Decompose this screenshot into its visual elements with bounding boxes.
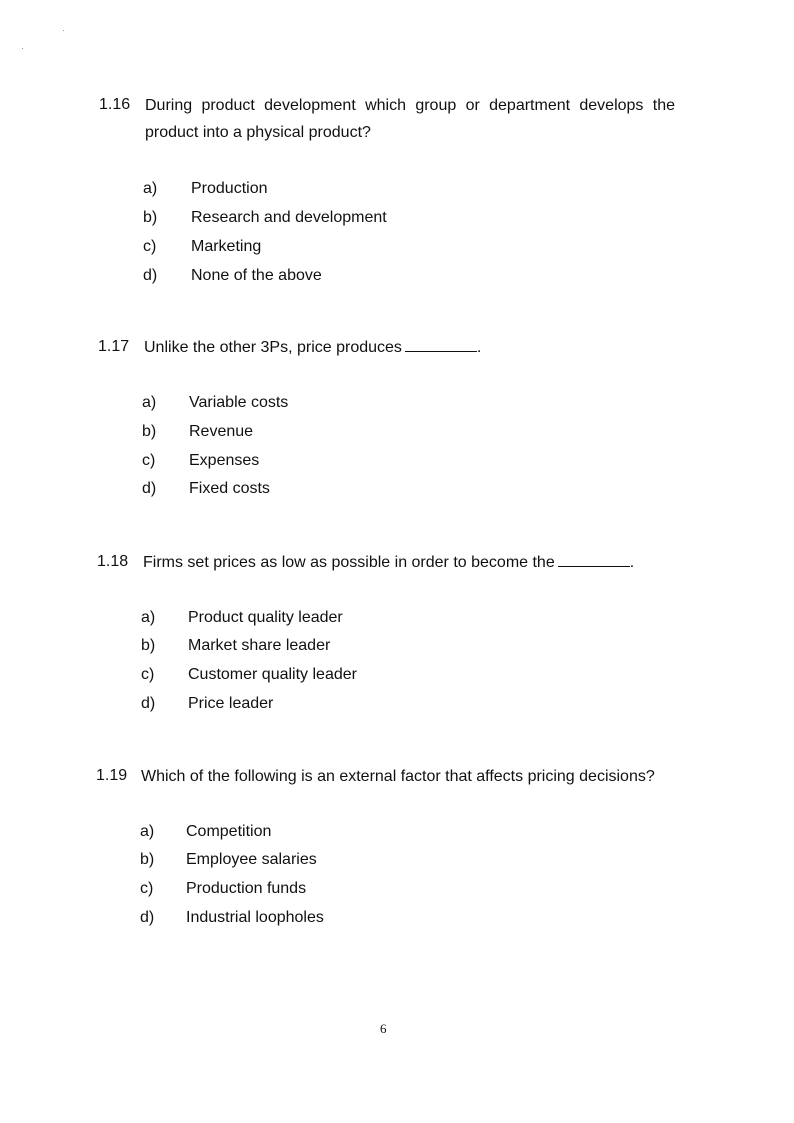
- option-d: [0, 695, 500, 715]
- option-text: Employee salaries: [186, 851, 317, 868]
- option-letter: d): [140, 909, 155, 926]
- option-letter: a): [143, 180, 158, 197]
- answer-blank: [405, 337, 477, 352]
- option-c: [0, 880, 500, 900]
- question-number: 1.17: [98, 338, 130, 355]
- option-a: [0, 609, 500, 629]
- option-letter: a): [142, 394, 157, 411]
- option-text: Price leader: [188, 695, 274, 712]
- option-b: [0, 851, 500, 871]
- option-letter: d): [142, 480, 157, 497]
- option-text: Research and development: [191, 209, 387, 226]
- question-number: 1.16: [99, 96, 131, 113]
- option-text: Customer quality leader: [188, 666, 357, 683]
- option-text: Market share leader: [188, 637, 331, 654]
- option-letter: a): [141, 609, 156, 626]
- option-text: Fixed costs: [189, 480, 270, 497]
- option-c: [0, 238, 500, 258]
- question-text: Which of the following is an external factor that affects pricing decisions?: [141, 768, 655, 785]
- option-d: [0, 267, 500, 287]
- option-d: [0, 909, 500, 929]
- option-letter: b): [142, 423, 157, 440]
- option-letter: a): [140, 823, 155, 840]
- option-c: [0, 666, 500, 686]
- option-c: [0, 452, 500, 472]
- option-b: [0, 637, 500, 657]
- option-letter: c): [141, 666, 155, 683]
- option-text: Industrial loopholes: [186, 909, 324, 926]
- option-text: Revenue: [189, 423, 254, 440]
- option-letter: c): [140, 880, 154, 897]
- question-text: During product development which group or department develops the product into a physical product?: [145, 97, 675, 141]
- option-letter: b): [140, 851, 155, 868]
- option-a: [0, 394, 500, 414]
- option-a: [0, 823, 500, 843]
- question-number: 1.18: [97, 553, 129, 570]
- option-b: [0, 209, 500, 229]
- option-letter: c): [143, 238, 157, 255]
- option-text: Product quality leader: [188, 609, 343, 626]
- question-text: Unlike the other 3Ps, price produces: [144, 339, 402, 356]
- option-a: [0, 180, 500, 200]
- option-text: Production funds: [186, 880, 307, 897]
- page-number: 6: [380, 1021, 387, 1036]
- question-number: 1.19: [96, 767, 128, 784]
- answer-blank: [558, 552, 630, 567]
- option-text: Marketing: [191, 238, 262, 255]
- option-letter: b): [141, 637, 156, 654]
- option-b: [0, 423, 500, 443]
- option-text: None of the above: [191, 267, 322, 284]
- option-d: [0, 480, 500, 500]
- option-letter: d): [143, 267, 158, 284]
- option-letter: b): [143, 209, 158, 226]
- option-letter: d): [141, 695, 156, 712]
- option-letter: c): [142, 452, 156, 469]
- option-text: Competition: [186, 823, 272, 840]
- option-text: Variable costs: [189, 394, 289, 411]
- question-text: Firms set prices as low as possible in order to become the: [143, 554, 555, 571]
- option-text: Production: [191, 180, 268, 197]
- option-text: Expenses: [189, 452, 260, 469]
